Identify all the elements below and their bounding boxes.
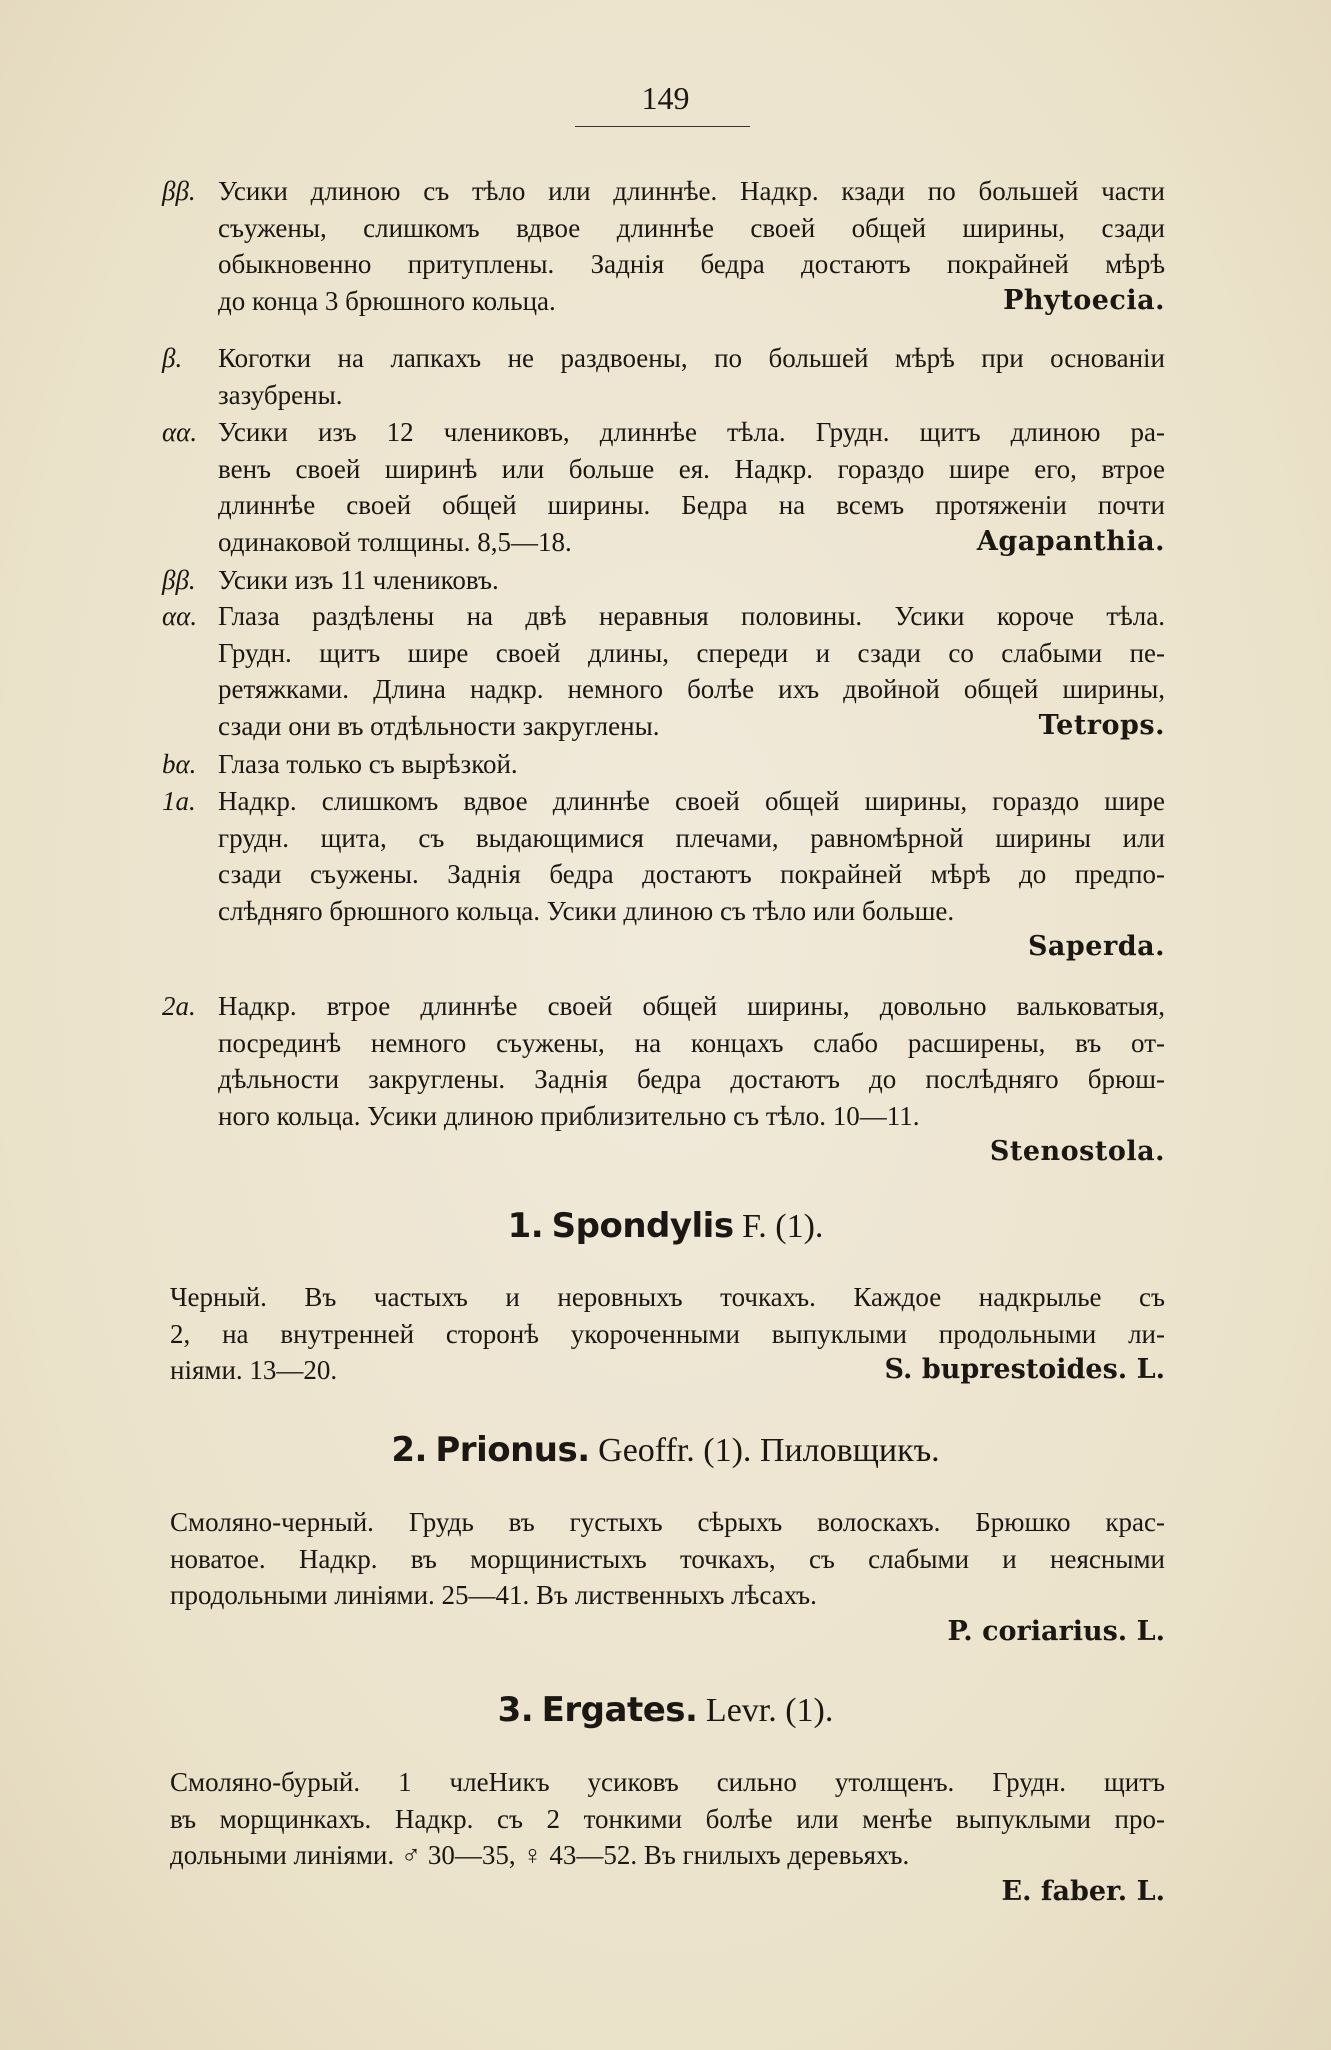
description-line: ніями. 13—20. S. buprestoides. L. — [170, 1352, 1165, 1389]
section-heading — [0, 1430, 1331, 1470]
genus-name: Stenostola. — [989, 1136, 1165, 1167]
key-line: грудн. щита, съ выдающимися плечами, равномѣрной ширины или — [218, 822, 1165, 853]
key-line: ного кольца. Усики длиною приблизительно съ тѣло. 10—11. — [218, 1100, 920, 1131]
key-line: слѣдняго брюшного кольца. Усики длиною съ тѣло или больше. — [218, 895, 955, 926]
key-marker: 1a. — [162, 786, 196, 816]
section-author: Levr. — [705, 1692, 777, 1729]
key-line: венъ своей ширинѣ или больше ея. Надкр. гораздо шире его, втрое — [218, 453, 1165, 484]
section-number: 1. — [507, 1206, 544, 1246]
key-line: обыкновенно притуплены. Заднія бедра достаютъ покрайней мѣрѣ — [218, 249, 1165, 279]
description-line: дольными линіями. ♂ 30—35, ♀ 43—52. Въ гнилыхъ деревьяхъ. — [170, 1840, 910, 1870]
key-line: дѣльности закруглены. Заднія бедра достаютъ до послѣдняго брюш- — [218, 1064, 1165, 1094]
description-line: Смоляно-бурый. 1 члеНикъ усиковъ сильно утолщенъ. Грудн. щитъ — [170, 1767, 1165, 1797]
key-entry — [162, 988, 1165, 1171]
key-line: Усики изъ 12 члениковъ, длиннѣе тѣла. Грудн. щитъ длиною ра- — [218, 417, 1165, 447]
section-description — [170, 1504, 1165, 1650]
section-author: F. — [742, 1208, 767, 1245]
page-number-rule — [575, 126, 750, 127]
section-heading — [0, 1690, 1331, 1730]
description-line: 2, на внутренней сторонѣ укороченными выпуклыми продольными ли- — [170, 1318, 1165, 1349]
key-entry — [162, 598, 1165, 744]
key-line: одинаковой толщины. 8,5—18. Agapanthia. — [218, 524, 1165, 561]
key-marker: bα. — [162, 749, 197, 779]
key-line: Надкр. втрое длиннѣе своей общей ширины, довольно вальковатыя, — [218, 991, 1165, 1021]
section-common-name: Пиловщикъ. — [759, 1432, 940, 1469]
species-name: P. coriarius. L. — [947, 1615, 1165, 1647]
page-number: 149 — [641, 80, 690, 116]
key-line: длиннѣе своей общей ширины. Бедра на всемъ протяженіи почти — [218, 490, 1165, 520]
description-line: Смоляно-черный. Грудь въ густыхъ сѣрыхъ волоскахъ. Брюшко крас- — [170, 1507, 1165, 1537]
section-count: (1). — [703, 1432, 752, 1469]
section-author: Geoffr. — [598, 1432, 695, 1469]
key-line: сзади съужены. Заднія бедра достаютъ покрайней мѣрѣ до предпо- — [218, 859, 1165, 889]
section-count: (1). — [785, 1692, 834, 1729]
section-description — [170, 1764, 1165, 1910]
species-name: E. faber. L. — [1001, 1875, 1165, 1907]
key-entry — [162, 562, 1165, 599]
genus-name: Saperda. — [1027, 931, 1165, 962]
key-line: съужены, слишкомъ вдвое длиннѣе своей общей ширины, сзади — [218, 212, 1165, 243]
genus-heading-name: Spondylis — [551, 1206, 734, 1246]
genus-name: Tetrops. — [1038, 709, 1165, 741]
key-line: Коготки на лапкахъ не раздвоены, по большей мѣрѣ при основаніи — [218, 343, 1165, 373]
key-marker: ββ. — [162, 176, 196, 206]
description-line: новатое. Надкр. въ морщинистыхъ точкахъ, съ слабыми и неясными — [170, 1543, 1165, 1574]
key-marker: αα. — [162, 417, 198, 447]
key-marker: ββ. — [162, 565, 196, 595]
key-line: сзади они въ отдѣльности закруглены. Tetrops. — [218, 708, 1165, 745]
key-line: Усики изъ 11 члениковъ. — [218, 565, 499, 595]
description-line: Черный. Въ частыхъ и неровныхъ точкахъ. Каждое надкрылье съ — [170, 1282, 1165, 1312]
key-marker: β. — [162, 343, 183, 373]
species-name: S. buprestoides. L. — [884, 1354, 1165, 1385]
key-line: Надкр. слишкомъ вдвое длиннѣе своей общей ширины, гораздо шире — [218, 786, 1165, 816]
description-line: продольными линіями. 25—41. Въ лиственныхъ лѣсахъ. — [170, 1580, 817, 1610]
section-count: (1). — [775, 1208, 824, 1245]
key-line: зазубрены. — [218, 379, 343, 410]
key-line: Усики длиною съ тѣло или длиннѣе. Надкр. кзади по большей части — [218, 176, 1165, 206]
description-line: въ морщинкахъ. Надкр. съ 2 тонкими болѣе или менѣе выпуклыми про- — [170, 1803, 1165, 1834]
key-entry — [162, 746, 1165, 783]
key-line: посрединѣ немного съужены, на концахъ слабо расширены, въ от- — [218, 1027, 1165, 1058]
key-entry — [162, 414, 1165, 560]
key-line: Глаза раздѣлены на двѣ неравныя половины. Усики короче тѣла. — [218, 601, 1165, 631]
genus-name: Agapanthia. — [976, 525, 1165, 557]
key-marker: 2a. — [162, 991, 196, 1021]
key-line: ретяжками. Длина надкр. немного болѣе ихъ двойной общей ширины, — [218, 674, 1165, 704]
key-entry — [162, 340, 1165, 413]
key-line: до конца 3 брюшного кольца. Phytoecia. — [218, 283, 1165, 320]
section-number: 3. — [497, 1690, 534, 1730]
key-marker: αα. — [162, 601, 198, 631]
section-heading — [0, 1206, 1331, 1246]
section-number: 2. — [391, 1430, 427, 1470]
key-line: Грудн. щитъ шире своей длины, спереди и сзади со слабыми пе- — [218, 637, 1165, 668]
genus-heading-name: Ergates. — [541, 1690, 698, 1730]
section-description — [170, 1279, 1165, 1389]
key-entry — [162, 783, 1165, 966]
key-entry — [162, 173, 1165, 319]
key-line: Глаза только съ вырѣзкой. — [218, 749, 518, 779]
genus-name: Phytoecia. — [1003, 284, 1165, 316]
genus-heading-name: Prionus. — [435, 1430, 590, 1470]
